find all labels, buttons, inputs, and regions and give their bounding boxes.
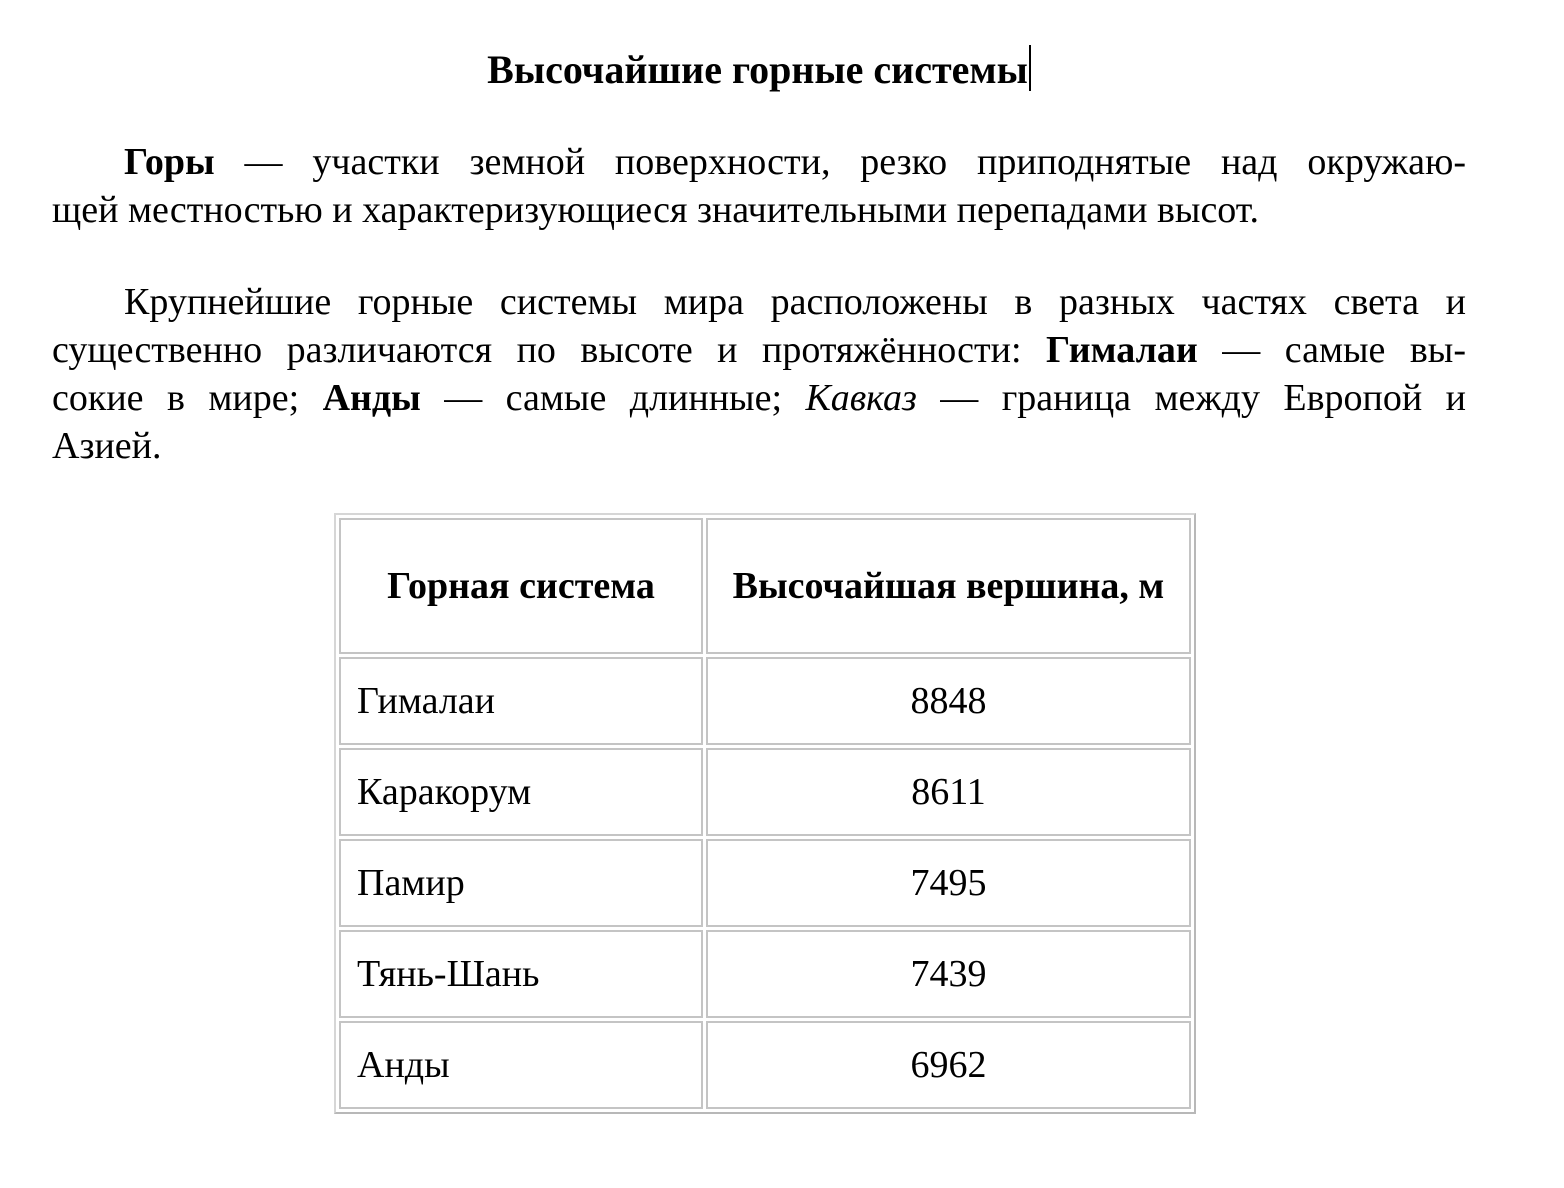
term-italic: Кавказ (805, 377, 917, 419)
paragraph-line (52, 374, 1466, 422)
paragraph-line: щей местностью и характеризующиеся значительными перепадами высот. (52, 189, 1260, 231)
text-caret (1029, 45, 1031, 91)
header-cell-system[interactable]: Горная система (339, 518, 703, 654)
text-run: существенно различаются по высоте и протяжённости: (52, 329, 1046, 371)
paragraph-line: Азией. (52, 425, 162, 467)
table-header-row (339, 518, 1191, 654)
title-text: Высочайшие горные системы (487, 47, 1028, 92)
term-bold: Анды (322, 377, 421, 419)
paragraph-definition[interactable] (52, 138, 1466, 234)
paragraph-line (52, 326, 1466, 374)
cell-peak-height[interactable]: 7495 (706, 839, 1191, 927)
cell-system-name[interactable]: Анды (339, 1021, 703, 1109)
text-run: — граница между Европой и (916, 377, 1466, 419)
cell-peak-height[interactable]: 8848 (706, 657, 1191, 745)
table-row (339, 1021, 1191, 1109)
table-row (339, 748, 1191, 836)
paragraph-line (52, 138, 1466, 186)
cell-peak-height[interactable]: 7439 (706, 930, 1191, 1018)
text-run: — участки земной поверхности, резко приподнятые над окружаю- (214, 141, 1466, 183)
table-row (339, 930, 1191, 1018)
text-run: сокие в мире; (52, 377, 323, 419)
cell-peak-height[interactable]: 6962 (706, 1021, 1191, 1109)
document-title[interactable] (52, 44, 1466, 96)
cell-system-name[interactable]: Тянь-Шань (339, 930, 703, 1018)
table-row (339, 657, 1191, 745)
header-cell-peak[interactable]: Высочайшая вершина, м (706, 518, 1191, 654)
text-run: — самые вы- (1197, 329, 1466, 371)
cell-peak-height[interactable]: 8611 (706, 748, 1191, 836)
text-run: — самые длинные; (420, 377, 806, 419)
paragraph-line: Крупнейшие горные системы мира расположены в разных частях света и (124, 281, 1466, 323)
cell-system-name[interactable]: Каракорум (339, 748, 703, 836)
paragraph-systems[interactable] (52, 278, 1466, 470)
term-bold: Гималаи (1046, 329, 1198, 371)
term-bold: Горы (124, 141, 215, 183)
cell-system-name[interactable]: Памир (339, 839, 703, 927)
cell-system-name[interactable]: Гималаи (339, 657, 703, 745)
mountains-table (334, 513, 1196, 1114)
table-row (339, 839, 1191, 927)
